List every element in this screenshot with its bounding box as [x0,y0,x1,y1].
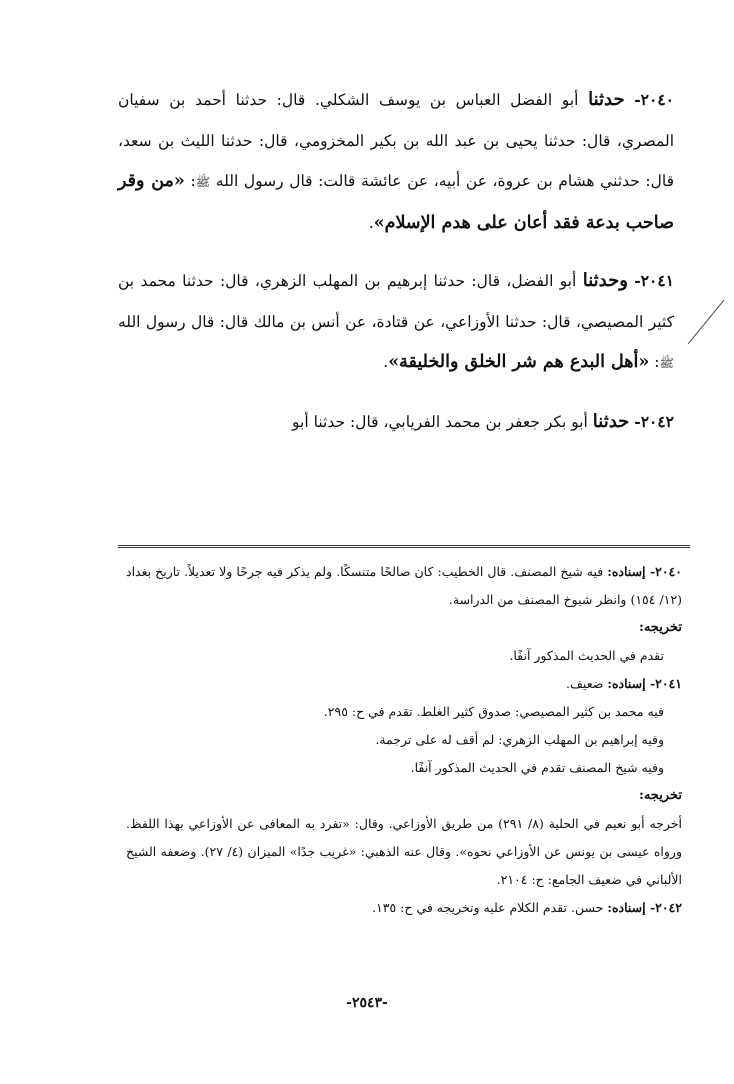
footnote-separator [118,545,690,548]
takhrij-heading: تخريجه: [639,620,682,635]
takhrij-text: أخرجه أبو نعيم في الحلية (٨/ ٢٩١) من طريق الأوزاعي. وقال: «تفرد به المعافى عن الأوزاعي بهذا اللفظ. ورواه عيسى بن يونس عن الأوزاعي نحوه». وقال عنه الذهبي: «غريب جدًا» الميزان (٤/ ٢٧). وضعفه الشيخ الألباني في ضعيف الجامع: ح: ٢١٠٤. [126,816,682,887]
hadith-2042 [118,402,674,443]
hadith-number: ٢٠٤٢- [634,411,674,431]
salutation-glyph: ﷺ [659,356,674,370]
footnote-label: ٢٠٤٢- إسناده: [607,900,682,915]
footnote-grade: ضعيف. [566,676,604,691]
footnote-label: ٢٠٤٠- إسناده: [607,564,682,579]
period: . [383,353,389,371]
footnote-line: فيه محمد بن كثير المصيصي: صدوق كثير الغلط. تقدم في ح: ٢٩٥. [323,704,664,719]
footnote-line: وفيه شيخ المصنف تقدم في الحديث المذكور آنفًا. [410,760,664,775]
margin-pencil-mark [686,298,726,346]
footnote-text: حسن. تقدم الكلام عليه وتخريجه في ح: ١٣٥. [372,900,604,915]
hadith-isnad: أبو الفضل، قال: حدثنا إبرهيم بن المهلب الزهري، قال: حدثنا محمد بن كثير المصيصي، قال: حدثنا الأوزاعي، عن قتادة، عن أنس بن مالك قال: قال رسول الله [118,272,674,331]
footnote-2042 [126,894,682,922]
hadith-opener: حدثنا [588,89,625,110]
hadith-number: ٢٠٤١- [634,271,674,290]
footnote-text: فيه شيخ المصنف. قال الخطيب: كان صالحًا متنسكًا. ولم يذكر فيه جرحًا ولا تعديلاً. تاريخ بغداد (١٢/ ١٥٤) وانظر شيوخ المصنف من الدراسة. [126,564,682,607]
hadith-2040 [118,80,674,243]
hadith-matn: «أهل البدع هم شر الخلق والخليقة» [388,352,650,372]
hadith-matn: «من وقر صاحب بدعة فقد أعان على هدم الإسلام» [118,171,674,233]
takhrij-text: تقدم في الحديث المذكور آنفًا. [509,648,664,663]
colon: : [654,353,660,371]
salutation-glyph: ﷺ [195,175,211,189]
hadith-opener: وحدثنا [582,270,628,291]
period: . [368,213,374,232]
hadith-opener: حدثنا [592,410,630,432]
main-text [118,80,674,442]
footnote-2040 [126,558,682,614]
colon: : [190,172,196,190]
hadith-isnad: أبو بكر جعفر بن محمد الفريابي، قال: حدثنا أبو [292,412,588,431]
hadith-number: ٢٠٤٠- [634,90,674,109]
footnote-2041 [126,670,682,698]
hadith-2041 [118,261,674,384]
takhrij-heading: تخريجه: [639,788,682,803]
page-number: -٢٥٤٣- [346,995,388,1011]
hadith-isnad: أبو الفضل العباس بن يوسف الشكلي. قال: حدثنا أحمد بن سفيان المصري، قال: حدثنا يحيى بن عبد الله بن بكير المخزومي، قال: حدثنا الليث بن سعد، قال: حدثني هشام بن عروة، عن أبيه، عن عائشة قالت: قال رسول الله [118,91,674,190]
footnotes [126,558,682,922]
footnote-label: ٢٠٤١- إسناده: [607,676,682,691]
footnote-line: وفيه إبراهيم بن المهلب الزهري: لم أقف له على ترجمة. [375,732,664,747]
